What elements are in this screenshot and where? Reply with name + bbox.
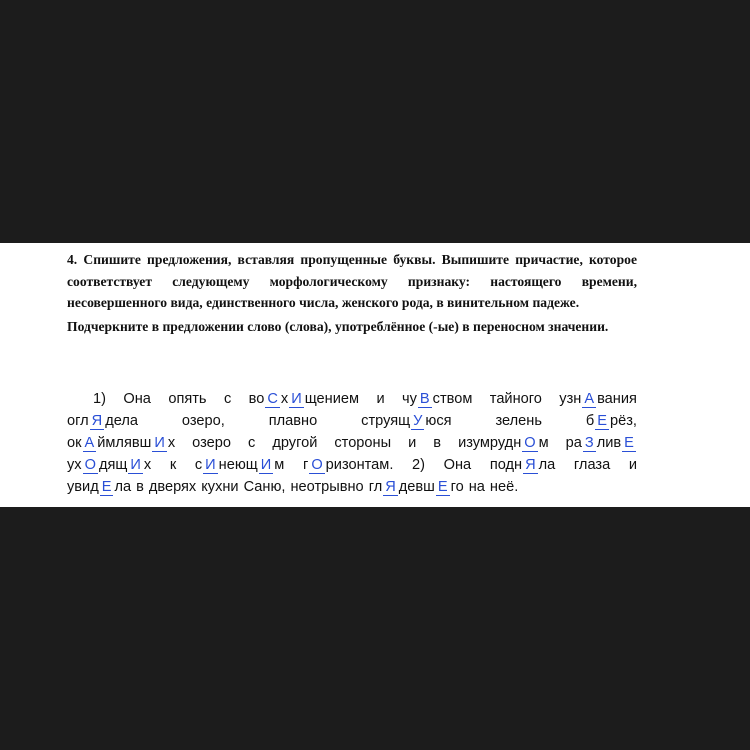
answer-word xyxy=(490,476,518,498)
word-fragment: струящ xyxy=(361,413,411,429)
answer-word xyxy=(490,388,542,410)
word-fragment: гл xyxy=(368,479,383,495)
word-fragment: глаза xyxy=(573,457,611,473)
inserted-letter: Е xyxy=(101,479,112,495)
word-fragment: х xyxy=(280,391,289,407)
answer-word xyxy=(574,454,610,476)
word-fragment: и xyxy=(376,391,385,407)
inserted-letter: В xyxy=(419,391,430,407)
answer-word xyxy=(67,476,131,498)
answer-word xyxy=(303,454,393,476)
word-fragment: зелень xyxy=(495,413,542,429)
answer-word xyxy=(376,388,384,410)
inserted-letter: О xyxy=(311,457,323,473)
word-fragment: б xyxy=(585,413,595,429)
answer-word xyxy=(67,454,151,476)
word-fragment: дверях xyxy=(148,479,197,495)
answer-word xyxy=(408,432,416,454)
answer-word xyxy=(444,454,472,476)
answer-word xyxy=(123,388,151,410)
answer-word xyxy=(272,432,317,454)
answer-line xyxy=(67,476,637,498)
word-fragment: и xyxy=(628,457,637,473)
word-fragment: лив xyxy=(596,435,622,451)
textbook-page xyxy=(0,243,750,507)
inserted-letter: И xyxy=(291,391,302,407)
answer-word xyxy=(334,432,391,454)
inserted-letter: О xyxy=(84,457,96,473)
word-fragment: рёз, xyxy=(610,413,637,429)
word-fragment: кухни xyxy=(201,479,239,495)
answer-word xyxy=(369,476,464,498)
answer-word xyxy=(224,388,231,410)
answer-word xyxy=(469,476,485,498)
word-fragment: Она xyxy=(123,391,151,407)
word-fragment: опять xyxy=(168,391,207,407)
answer-line xyxy=(67,388,637,410)
answer-word xyxy=(192,432,231,454)
word-fragment: на xyxy=(468,479,485,495)
task-number: 4. xyxy=(67,252,78,267)
answer-word xyxy=(566,432,637,454)
answer-word xyxy=(586,410,637,432)
answer-line xyxy=(67,410,637,432)
word-fragment: ла xyxy=(538,457,556,473)
answer-word xyxy=(93,388,106,410)
inserted-letter: С xyxy=(267,391,278,407)
task-block xyxy=(67,249,637,337)
answer-word xyxy=(170,454,176,476)
word-fragment: дящ xyxy=(98,457,128,473)
word-fragment: с xyxy=(248,435,256,451)
answer-word xyxy=(149,476,196,498)
word-fragment: м xyxy=(538,435,549,451)
task-instruction xyxy=(67,249,637,314)
word-fragment: ством xyxy=(432,391,473,407)
word-fragment: плавно xyxy=(268,413,318,429)
inserted-letter: И xyxy=(205,457,216,473)
word-fragment: стороны xyxy=(334,435,392,451)
word-fragment: подн xyxy=(489,457,523,473)
word-fragment: тайного xyxy=(489,391,542,407)
word-fragment: изумрудн xyxy=(458,435,522,451)
answer-word xyxy=(67,410,138,432)
answer-word xyxy=(412,454,425,476)
inserted-letter: Я xyxy=(525,457,536,473)
answer-word xyxy=(168,388,206,410)
word-fragment: огл xyxy=(67,413,89,429)
inserted-letter: И xyxy=(260,457,272,473)
word-fragment: 2) xyxy=(412,457,425,473)
word-fragment: к xyxy=(169,457,177,473)
word-fragment: другой xyxy=(272,435,318,451)
inserted-letter: И xyxy=(130,457,141,473)
answer-word xyxy=(402,388,472,410)
inserted-letter: Я xyxy=(385,479,396,495)
word-fragment: во xyxy=(248,391,265,407)
answer-word xyxy=(201,476,238,498)
answer-word xyxy=(490,454,555,476)
handwritten-answer-text xyxy=(67,388,637,498)
inserted-letter: О xyxy=(524,435,536,451)
inserted-letter: З xyxy=(584,435,594,451)
word-fragment: х xyxy=(167,435,176,451)
word-fragment: дела xyxy=(105,413,138,429)
word-fragment: неющ xyxy=(218,457,258,473)
word-fragment: увид xyxy=(67,479,99,495)
answer-word xyxy=(629,454,637,476)
word-fragment: узн xyxy=(559,391,582,407)
answer-word xyxy=(248,432,255,454)
answer-word xyxy=(244,476,286,498)
word-fragment: с xyxy=(194,457,203,473)
word-fragment: го xyxy=(450,479,464,495)
answer-word xyxy=(249,388,359,410)
word-fragment: и xyxy=(408,435,417,451)
word-fragment: ризонтам. xyxy=(325,457,394,473)
word-fragment: неотрывно xyxy=(290,479,364,495)
word-fragment: озеро xyxy=(192,435,231,451)
inserted-letter: Е xyxy=(437,479,448,495)
word-fragment: ок xyxy=(67,435,82,451)
word-fragment: ух xyxy=(67,457,82,473)
inserted-letter: Е xyxy=(597,413,607,429)
word-fragment: озеро, xyxy=(181,413,225,429)
answer-word xyxy=(290,476,363,498)
answer-word xyxy=(361,410,451,432)
word-fragment: 1) xyxy=(93,391,106,407)
word-fragment: г xyxy=(302,457,309,473)
inserted-letter: А xyxy=(584,391,595,407)
word-fragment: в xyxy=(136,479,144,495)
word-fragment: ла xyxy=(114,479,132,495)
answer-word xyxy=(433,432,441,454)
answer-word xyxy=(182,410,225,432)
answer-word xyxy=(458,432,549,454)
inserted-letter: И xyxy=(154,435,165,451)
word-fragment: неё. xyxy=(489,479,519,495)
word-fragment: с xyxy=(223,391,232,407)
answer-line xyxy=(67,454,637,476)
word-fragment: вания xyxy=(597,391,637,407)
answer-word xyxy=(559,388,637,410)
word-fragment: юся xyxy=(425,413,452,429)
inserted-letter: Я xyxy=(91,413,103,429)
word-fragment: чу xyxy=(402,391,417,407)
word-fragment: х xyxy=(143,457,152,473)
answer-word xyxy=(496,410,542,432)
task-underline-instruction: Подчеркните в предложении слово (слова), употреблённое (-ые) в переносном значении. xyxy=(67,318,609,334)
inserted-letter: А xyxy=(84,435,95,451)
answer-line xyxy=(67,432,637,454)
answer-word xyxy=(269,410,317,432)
word-fragment: щением xyxy=(304,391,360,407)
inserted-letter: Е xyxy=(624,435,634,451)
word-fragment: ймлявш xyxy=(97,435,152,451)
word-fragment: м xyxy=(274,457,285,473)
answer-word xyxy=(195,454,284,476)
answer-word xyxy=(136,476,144,498)
word-fragment: Она xyxy=(443,457,472,473)
task-instruction-text: Спишите предложения, вставляя пропущенные буквы. Выпишите причастие, которое соответствует следующему морфологическому признаку: настоящего времени, несовершенного вида, единственного числа, женского рода, в винительном падеже. xyxy=(67,252,637,310)
word-fragment: девш xyxy=(398,479,435,495)
word-fragment: ра xyxy=(565,435,582,451)
answer-word xyxy=(67,432,175,454)
word-fragment: Саню, xyxy=(243,479,286,495)
inserted-letter: У xyxy=(413,413,423,429)
word-fragment: в xyxy=(433,435,442,451)
